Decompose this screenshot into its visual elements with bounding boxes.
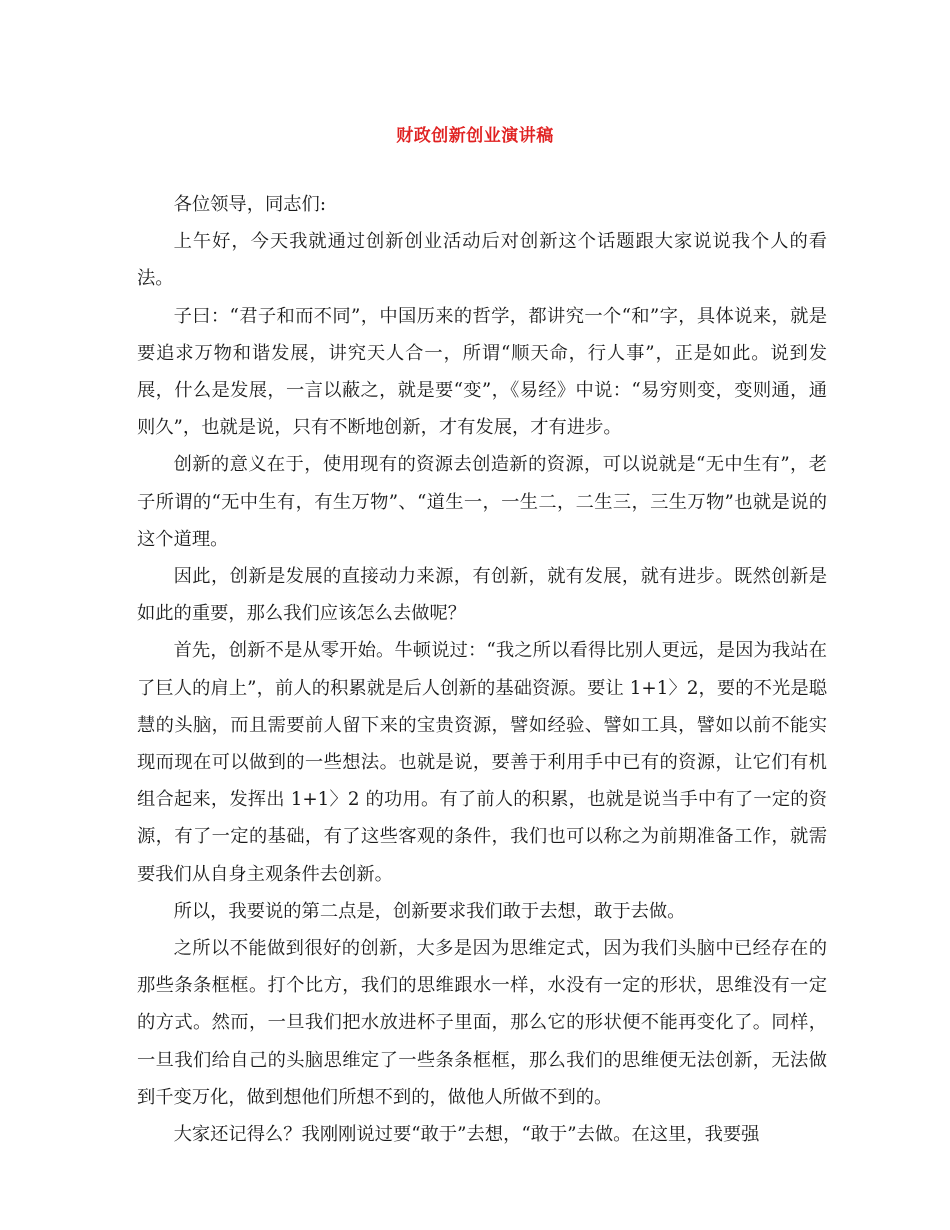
document-title: 财政创新创业演讲稿 (396, 126, 554, 146)
paragraph: 创新的意义在于，使用现有的资源去创造新的资源，可以说就是“无中生有”，老子所谓的“无中生有，有生万物”、“道生一，一生二，二生三，三生万物”也就是说的这个道理。 (137, 454, 827, 550)
paragraph: 大家还记得么？我刚刚说过要“敢于”去想，“敢于”去做。在这里，我要强 (173, 1124, 760, 1146)
paragraph: 上午好，今天我就通过创新创业活动后对创新这个话题跟大家说说我个人的看法。 (137, 231, 827, 290)
paragraph-greeting: 各位领导，同志们: (173, 194, 327, 215)
paragraph: 因此，创新是发展的直接动力来源，有创新，就有发展，就有进步。既然创新是如此的重要，那么我们应该怎么去做呢？ (137, 566, 827, 625)
paragraph: 子曰：“君子和而不同”，中国历来的哲学，都讲究一个“和”字，具体说来，就是要追求万物和谐发展，讲究天人合一，所谓“顺天命，行人事”，正是如此。说到发展，什么是发展，一言以蔽之，就是要“变”，《易经》中说：“易穷则变，变则通，通则久”，也就是说，只有不断地创新，才有发展，才有进步。 (137, 305, 827, 439)
paragraph: 首先，创新不是从零开始。牛顿说过：“我之所以看得比别人更远，是因为我站在了巨人的肩上”，前人的积累就是后人创新的基础资源。要让 1+1〉2，要的不光是聪慧的头脑，而且需要前人留下来的宝贵资源，譬如经验、譬如工具，譬如以前不能实现而现在可以做到的一些想法。也就是说，要善于利用手中已有的资源，让它们有机组合起来，发挥出 1+1〉2 的功用。有了前人的积累，也就是说当手中有了一定的资源，有了一定的基础，有了这些客观的条件，我们也可以称之为前期准备工作，就需要我们从自身主观条件去创新。 (137, 640, 827, 885)
paragraph: 所以，我要说的第二点是，创新要求我们敢于去想，敢于去做。 (173, 900, 686, 922)
paragraph: 之所以不能做到很好的创新，大多是因为思维定式，因为我们头脑中已经存在的那些条条框框。打个比方，我们的思维跟水一样，水没有一定的形状，思维没有一定的方式。然而，一旦我们把水放进杯子里面，那么它的形状便不能再变化了。同样，一旦我们给自己的头脑思维定了一些条条框框，那么我们的思维便无法创新，无法做到千变万化，做到想他们所想不到的，做他人所做不到的。 (137, 938, 827, 1108)
document-body (137, 186, 827, 1153)
